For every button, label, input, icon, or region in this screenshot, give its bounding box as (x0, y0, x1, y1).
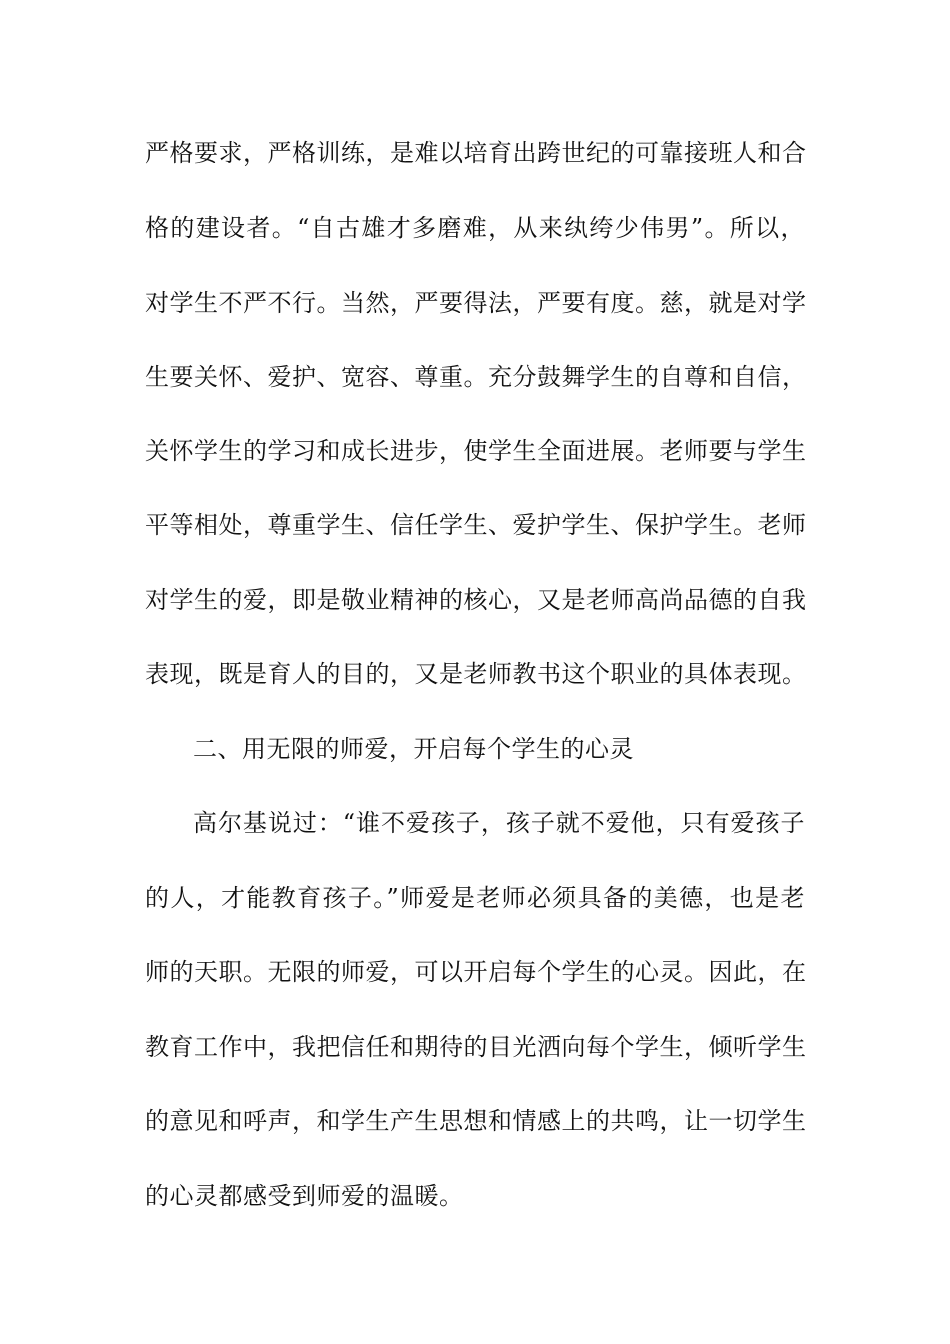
section-heading: 二、用无限的师爱，开启每个学生的心灵 (193, 735, 634, 763)
paragraph-1-line-5: 关怀学生的学习和成长进步，使学生全面进展。老师要与学生 (145, 437, 807, 465)
paragraph-2-line-3: 师的天职。无限的师爱，可以开启每个学生的心灵。因此，在 (145, 958, 807, 986)
paragraph-1-line-6: 平等相处，尊重学生、信任学生、爱护学生、保护学生。老师 (145, 511, 807, 539)
paragraph-2-line-1: 高尔基说过：“谁不爱孩子，孩子就不爱他，只有爱孩子 (193, 809, 805, 837)
paragraph-1-line-1: 严格要求，严格训练，是难以培育出跨世纪的可靠接班人和合 (145, 139, 807, 167)
paragraph-1-line-8: 表现，既是育人的目的，又是老师教书这个职业的具体表现。 (145, 660, 807, 688)
paragraph-1-line-7: 对学生的爱，即是敬业精神的核心，又是老师高尚品德的自我 (145, 586, 807, 614)
paragraph-2-line-5: 的意见和呼声，和学生产生思想和情感上的共鸣，让一切学生 (145, 1107, 807, 1135)
paragraph-2-line-2: 的人，才能教育孩子。”师爱是老师必须具备的美德，也是老 (145, 884, 805, 912)
paragraph-2-line-4: 教育工作中，我把信任和期待的目光洒向每个学生，倾听学生 (145, 1033, 807, 1061)
paragraph-2-line-6: 的心灵都感受到师爱的温暖。 (145, 1182, 464, 1210)
paragraph-1-line-3: 对学生不严不行。当然，严要得法，严要有度。慈，就是对学 (145, 289, 807, 317)
paragraph-1-line-2: 格的建设者。“自古雄才多磨难，从来纨绔少伟男”。所以， (145, 214, 805, 242)
paragraph-1-line-4: 生要关怀、爱护、宽容、尊重。充分鼓舞学生的自尊和自信， (145, 363, 807, 391)
